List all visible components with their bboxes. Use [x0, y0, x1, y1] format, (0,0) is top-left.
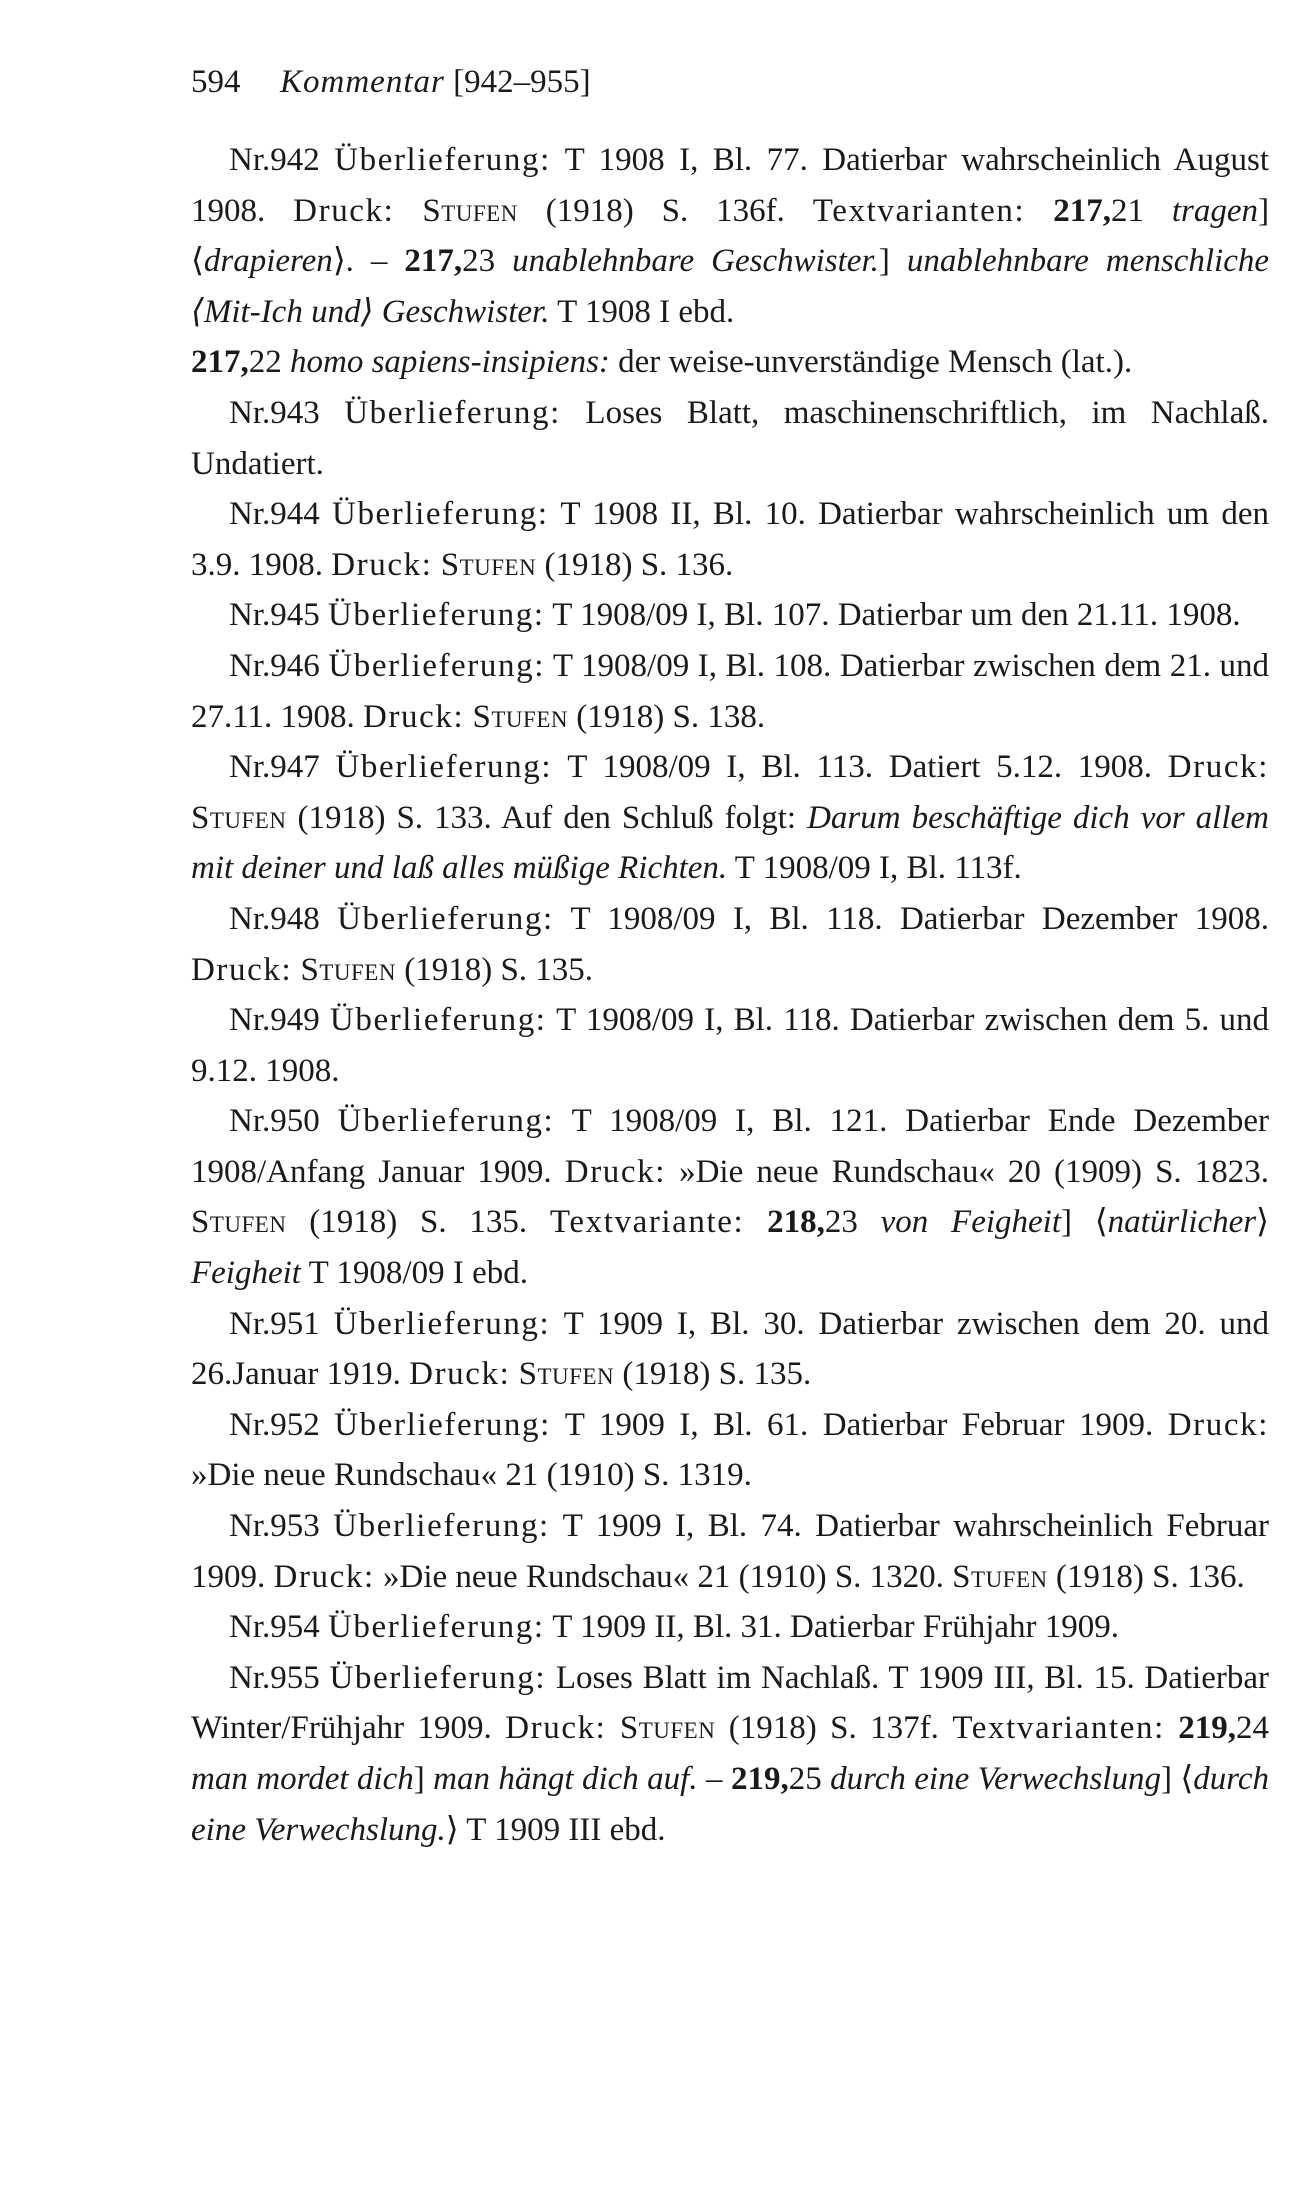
entry-text: [433, 547, 441, 583]
label-druck: Druck:: [273, 1558, 375, 1595]
entry-text: [464, 699, 472, 735]
entry-number: Nr.952: [229, 1406, 320, 1443]
title-stufen: Stufen: [422, 192, 518, 229]
running-head: [191, 62, 591, 102]
entry-text: T 1908/09 I, Bl. 113. Datiert 5.12. 1908.: [552, 749, 1168, 786]
entry-text: T 1908/09 I, Bl. 118. Datierbar Dezember 1908.: [553, 900, 1270, 937]
entry-text: ] ⟨: [1160, 1761, 1194, 1797]
lemma: tragen: [1171, 192, 1259, 229]
entry-text: [510, 1356, 518, 1392]
label-ueberlieferung: Überlieferung:: [334, 1406, 551, 1443]
title-stufen: Stufen: [440, 546, 537, 583]
entry-952: [191, 1400, 1269, 1501]
title-stufen: Stufen: [191, 1204, 287, 1241]
title-stufen: Stufen: [191, 799, 287, 836]
variant: Feigheit: [191, 1255, 301, 1292]
entry-text: »Die neue Rundschau« 21 (1910) S. 1320.: [374, 1558, 953, 1595]
line-ref: 24: [1236, 1710, 1270, 1747]
entry-text: (1918) S. 136.: [1047, 1558, 1245, 1595]
label-ueberlieferung: Überlieferung:: [337, 900, 554, 937]
entry-text: (1918) S. 133. Auf den Schluß folgt:: [286, 799, 808, 836]
entry-number: Nr.954: [229, 1609, 320, 1646]
title-stufen: Stufen: [619, 1710, 716, 1747]
running-range: [942–955]: [453, 64, 591, 100]
variant: drapieren: [203, 243, 333, 280]
entry-number: Nr.950: [229, 1103, 320, 1140]
title-stufen: Stufen: [952, 1558, 1048, 1595]
line-ref: 23: [824, 1204, 881, 1241]
entry-text: ] ⟨: [191, 192, 1270, 280]
entry-944: [191, 489, 1269, 590]
label-ueberlieferung: Überlieferung:: [333, 1508, 550, 1545]
lemma: durch eine Verwechslung: [830, 1761, 1161, 1797]
entry-text: –: [697, 1761, 731, 1797]
entry-text: [1025, 193, 1053, 229]
entry-953: [191, 1501, 1269, 1602]
entry-942: [191, 135, 1269, 337]
page-ref: 219,: [1178, 1710, 1237, 1747]
entry-text: [606, 1710, 619, 1746]
entry-number: Nr.943: [229, 394, 320, 431]
entry-number: Nr.944: [229, 496, 320, 533]
entry-text: T 1908/09 I, Bl. 118. Datierbar zwischen dem 5. und 9.12. 1908.: [191, 1002, 1270, 1089]
entry-text: T 1909 I, Bl. 74. Datierbar wahrscheinlich Februar 1909.: [191, 1508, 1270, 1595]
label-ueberlieferung: Überlieferung:: [328, 597, 545, 634]
entry-950: [191, 1096, 1269, 1298]
entry-number: Nr.948: [229, 900, 320, 937]
label-textvarianten: Textvarianten:: [952, 1710, 1165, 1747]
entry-943: [191, 388, 1269, 489]
page-ref: 218,: [767, 1204, 825, 1241]
page-ref: 217,: [1053, 192, 1111, 229]
label-druck: Druck:: [293, 192, 395, 229]
entry-text: [394, 193, 422, 229]
entry-text: ⟩ T 1909 III ebd.: [445, 1811, 666, 1848]
entry-text: (1918) S. 135.: [614, 1356, 812, 1393]
entry-text: »Die neue Rundschau« 20 (1909) S. 1823.: [666, 1153, 1270, 1190]
label-ueberlieferung: Überlieferung:: [328, 1609, 545, 1646]
lemma: homo sapiens-insipiens:: [290, 344, 610, 381]
label-ueberlieferung: Überlieferung:: [329, 1659, 547, 1696]
label-ueberlieferung: Überlieferung:: [344, 394, 561, 431]
variant: durch eine Verwechslung.: [191, 1761, 1270, 1848]
label-druck: Druck:: [505, 1710, 607, 1747]
entry-number: Nr.946: [229, 647, 320, 684]
label-ueberlieferung: Überlieferung:: [329, 1002, 547, 1039]
title-stufen: Stufen: [472, 698, 568, 735]
entry-number: Nr.953: [229, 1508, 320, 1545]
entry-text: [1165, 1710, 1178, 1746]
entry-text: [744, 1204, 767, 1240]
entry-text: (1918) S. 137f.: [715, 1710, 953, 1747]
entry-text: [292, 952, 300, 988]
entry-945: [191, 590, 1269, 641]
entry-number: Nr.945: [229, 597, 320, 634]
note-217-22: [191, 337, 1269, 388]
label-ueberlieferung: Überlieferung:: [337, 1103, 555, 1140]
page-ref: 217,: [404, 243, 463, 280]
entry-text: T 1908/09 I, Bl. 107. Datierbar um den 21.11. 1908.: [544, 597, 1241, 634]
entry-text: T 1908/09 I, Bl. 121. Datierbar Ende Dezember 1908/Anfang Januar 1909.: [191, 1103, 1270, 1190]
label-druck: Druck:: [1167, 1406, 1269, 1443]
label-druck: Druck:: [564, 1153, 667, 1190]
label-textvariante: Textvariante:: [549, 1204, 745, 1241]
entry-text: ] ⟨: [1061, 1204, 1108, 1241]
entry-947: [191, 742, 1269, 894]
entry-text: ]: [413, 1761, 434, 1797]
label-druck: Druck:: [409, 1356, 511, 1393]
label-ueberlieferung: Überlieferung:: [328, 647, 545, 684]
entry-954: [191, 1602, 1269, 1653]
entry-number: Nr.942: [229, 142, 320, 178]
entry-text: (1918) S. 135.: [395, 951, 594, 988]
label-ueberlieferung: Überlieferung:: [332, 496, 549, 533]
entry-number: Nr.949: [229, 1002, 320, 1039]
entry-number: Nr.947: [229, 749, 320, 786]
page-number: 594: [191, 64, 241, 100]
label-druck: Druck:: [363, 698, 465, 735]
running-title: Kommentar: [280, 64, 445, 100]
entry-951: [191, 1299, 1269, 1400]
entry-text: T 1908 I ebd.: [549, 293, 735, 330]
label-druck: Druck:: [191, 951, 293, 988]
title-stufen: Stufen: [518, 1356, 615, 1393]
page-ref: 217,: [191, 344, 249, 381]
entry-text: der weise-unverständige Mensch (lat.).: [609, 344, 1133, 381]
entry-text: T 1908/09 I, Bl. 108. Datierbar zwischen dem 21. und 27.11. 1908.: [191, 647, 1269, 735]
entry-946: [191, 641, 1269, 742]
lemma: unablehnbare Geschwister.: [512, 243, 879, 280]
label-ueberlieferung: Überlieferung:: [333, 1305, 551, 1342]
entry-text: ⟩. –: [332, 243, 405, 280]
quotation: Darum beschäftige dich vor allem mit deiner und laß alles müßige Richten.: [191, 799, 1269, 887]
lemma: von Feigheit: [880, 1204, 1062, 1241]
entry-text: T 1909 II, Bl. 31. Datierbar Frühjahr 1909.: [544, 1609, 1120, 1646]
line-ref: 25: [788, 1761, 831, 1797]
variant: unablehnbare menschliche ⟨Mit-Ich und⟩ Geschwister.: [191, 243, 1270, 330]
label-textvarianten: Textvarianten:: [812, 192, 1026, 229]
entry-text: T 1908/09 I ebd.: [300, 1255, 528, 1292]
entry-949: [191, 995, 1269, 1096]
entry-text: T 1908 I, Bl. 77. Datierbar wahrscheinlich August 1908.: [191, 142, 1270, 229]
commentary-body: [191, 135, 1269, 1855]
label-druck: Druck:: [1167, 749, 1269, 786]
line-ref: 21: [1110, 192, 1172, 229]
entry-955: [191, 1653, 1269, 1855]
entry-text: T 1909 I, Bl. 30. Datierbar zwischen dem 20. und 26.Januar 1919.: [191, 1305, 1269, 1393]
entry-text: (1918) S. 138.: [568, 698, 766, 735]
entry-text: (1918) S. 136.: [536, 546, 734, 583]
label-ueberlieferung: Überlieferung:: [335, 749, 553, 786]
entry-text: ⟩: [1256, 1204, 1270, 1241]
title-stufen: Stufen: [300, 951, 396, 988]
lemma: man mordet dich: [191, 1761, 414, 1797]
entry-number: Nr.951: [229, 1305, 320, 1342]
entry-text: »Die neue Rundschau« 21 (1910) S. 1319.: [191, 1457, 752, 1494]
entry-text: ]: [878, 243, 907, 280]
entry-number: Nr.955: [229, 1659, 320, 1696]
entry-text: (1918) S. 136f.: [517, 192, 813, 229]
entry-948: [191, 894, 1269, 995]
variant: natürlicher: [1107, 1204, 1257, 1241]
entry-text: T 1909 I, Bl. 61. Datierbar Februar 1909.: [550, 1406, 1168, 1443]
variant: man hängt dich auf.: [433, 1761, 698, 1797]
label-ueberlieferung: Überlieferung:: [334, 142, 551, 178]
label-druck: Druck:: [331, 546, 433, 583]
entry-text: T 1908 II, Bl. 10. Datierbar wahrscheinlich um den 3.9. 1908.: [191, 496, 1269, 583]
line-ref: 22: [248, 344, 290, 381]
page-ref: 219,: [730, 1761, 789, 1797]
line-ref: 23: [462, 243, 513, 280]
entry-text: Loses Blatt im Nachlaß. T 1909 III, Bl. 15. Datierbar Winter/Frühjahr 1909.: [191, 1659, 1270, 1747]
entry-text: (1918) S. 135.: [286, 1204, 550, 1241]
entry-text: Loses Blatt, maschinenschriftlich, im Nachlaß. Undatiert.: [191, 394, 1269, 482]
entry-text: T 1908/09 I, Bl. 113f.: [727, 850, 1022, 887]
